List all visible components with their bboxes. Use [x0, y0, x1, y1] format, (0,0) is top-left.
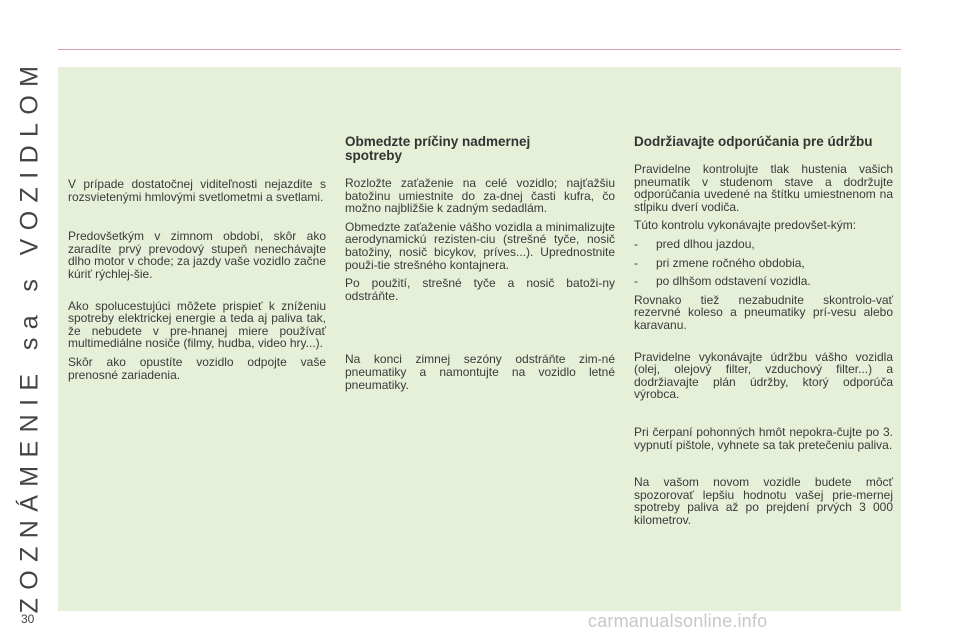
- col3-paragraph-5: Pri čerpaní pohonných hmôt nepokra-čujte po 3. vypnutí pištole, vyhnete sa tak pretečeniu paliva.: [634, 424, 893, 452]
- col3-paragraph-2: Túto kontrolu vykonávajte predovšet-kým:: [634, 218, 857, 233]
- col2-paragraph-3: Po použití, strešné tyče a nosič batoži-ny odstráňte.: [345, 276, 615, 303]
- list-bullet: -: [634, 255, 638, 270]
- col2-paragraph-2: Obmedzte zaťaženie vášho vozidla a minimalizujte aerodynamickú rezisten-ciu (strešné tyče, nosič batožiny, nosič bicykov, príves...). Uprednostnite použi-tie strešného kontajnera.: [345, 219, 615, 272]
- col2-paragraph-4: Na konci zimnej sezóny odstráňte zim-né pneumatiky a namontujte na vozidlo letné pneumatiky.: [345, 352, 615, 392]
- col1-paragraph-3: Ako spolucestujúci môžete prispieť k zníženiu spotreby elektrickej energie a teda aj paliva tak, že nebudete v pre-hnanej miere používať multimediálne nosiče (filmy, hudba, video hry...).: [68, 298, 326, 351]
- col3-paragraph-6: Na vašom novom vozidle budete môcť spozorovať lepšiu hodnotu vašej prie-mernej spotreby paliva až po prejdení prvých 3 000 kilometrov.: [634, 475, 893, 527]
- col1-paragraph-4: Skôr ako opustíte vozidlo odpojte vaše prenosné zariadenia.: [68, 354, 326, 382]
- list-item: [634, 275, 893, 288]
- col2-heading: Obmedzte príčiny nadmernej spotreby: [345, 134, 531, 163]
- col3-heading: Dodržiavajte odporúčania pre údržbu: [634, 134, 873, 149]
- list-item-text: pri zmene ročného obdobia,: [656, 255, 805, 270]
- list-bullet: -: [634, 274, 638, 289]
- list-bullet: -: [634, 236, 638, 251]
- page-number: 30: [21, 612, 35, 626]
- side-chapter-title: [10, 57, 50, 613]
- column-2: [345, 135, 615, 391]
- list-item-text: pred dlhou jazdou,: [656, 236, 755, 251]
- list-item-text: po dlhšom odstavení vozidla.: [656, 274, 811, 289]
- top-divider: [58, 49, 901, 50]
- list-item: [634, 257, 893, 270]
- column-3: [634, 135, 893, 526]
- side-chapter-title-text: ZOZNÁMENIE sa s VOZIDLOM: [15, 57, 44, 613]
- list-item: [634, 238, 893, 251]
- col1-paragraph-1: V prípade dostatočnej viditeľnosti nejazdite s rozsvietenými hmlovými svetlometmi a svetlami.: [68, 177, 326, 204]
- col1-paragraph-2: Predovšetkým v zimnom období, skôr ako zaradíte prvý prevodový stupeň nenechávajte dlho motor v chode; za jazdy vaše vozidlo začne kúriť rýchlej-šie.: [68, 229, 326, 281]
- col3-paragraph-4: Pravidelne vykonávajte údržbu vášho vozidla (olej, olejový filter, vzduchový filter...) a dodržiavajte plán údržby, ktorý odporúča výrobca.: [634, 349, 893, 402]
- col2-paragraph-1: Rozložte zaťaženie na celé vozidlo; najťažšiu batožinu umiestnite do za-dnej časti kufra, čo možno najbližšie k zadným sedadlám.: [345, 176, 615, 216]
- column-1: [68, 178, 326, 381]
- watermark-text: carmanualsonline.info: [588, 611, 768, 631]
- col3-paragraph-3: Rovnako tiež nezabudnite skontrolo-vať rezervné koleso a pneumatiky prí-vesu alebo karavanu.: [634, 292, 893, 332]
- col3-paragraph-1: Pravidelne kontrolujte tlak hustenia vašich pneumatík v studenom stave a dodržujte odporúčania uvedené na štítku umiestnenom na stĺpiku dverí vodiča.: [634, 162, 893, 214]
